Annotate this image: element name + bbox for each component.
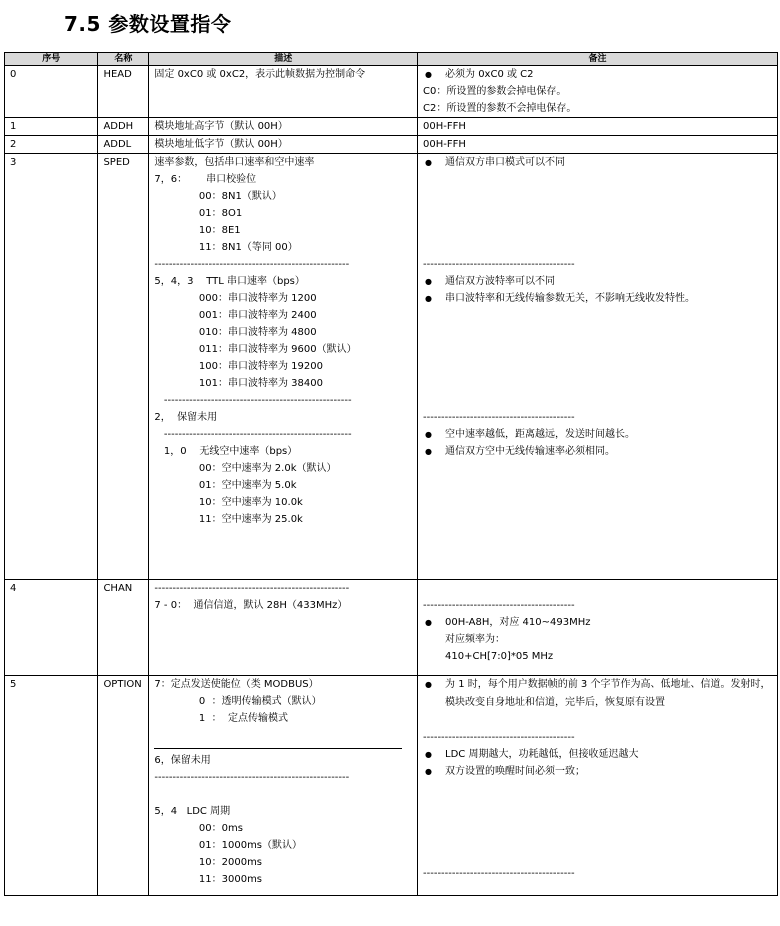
desc-line: 01：8O1 <box>154 208 243 219</box>
desc-line: 101：串口波特率为 38400 <box>154 378 323 389</box>
desc-line: 7，6： 串口校验位 <box>154 174 257 185</box>
cell-note <box>418 66 778 118</box>
desc-line: 010：串口波特率为 4800 <box>154 327 317 338</box>
section-title: 7.5 参数设置指令 <box>64 12 232 36</box>
table-row-addl <box>5 136 778 154</box>
desc-line: 00：0ms <box>154 823 243 834</box>
cell-name: SPED <box>98 154 149 580</box>
desc-line: 011：串口波特率为 9600（默认） <box>154 344 357 355</box>
desc-line: 10：8E1 <box>154 225 241 236</box>
cell-name: ADDL <box>98 136 149 154</box>
note-bullet: ● 串口波特率和无线传输参数无关，不影响无线收发特性。 <box>423 290 772 307</box>
cell-desc <box>149 676 418 896</box>
desc-line: 5，4 LDC 周期 <box>154 806 231 817</box>
dashed-separator: ------------------------------------------------------ <box>154 583 350 594</box>
note-line: C2：所设置的参数不会掉电保存。 <box>423 103 577 114</box>
cell-note <box>418 676 778 896</box>
cell-num: 1 <box>5 118 98 136</box>
note-line: C0：所设置的参数会掉电保存。 <box>423 86 567 97</box>
cell-name: OPTION <box>98 676 149 896</box>
note-bullet: ● 空中速率越低，距离越远，发送时间越长。 <box>423 426 772 443</box>
desc-line: 1，0 无线空中速率（bps） <box>154 446 298 457</box>
dashed-separator: ------------------------------------------ <box>423 868 575 879</box>
cell-desc: 模块地址高字节（默认 00H） <box>149 118 418 136</box>
note-bullet: ● 必须为 0xC0 或 C2 <box>423 66 772 83</box>
note-bullet: ● 00H-A8H，对应 410~493MHz <box>423 614 772 631</box>
cell-desc <box>149 580 418 676</box>
desc-line: 6，保留未用 <box>154 755 211 766</box>
cell-num: 3 <box>5 154 98 580</box>
cell-note <box>418 154 778 580</box>
header-desc: 描述 <box>149 53 418 66</box>
desc-line: 100：串口波特率为 19200 <box>154 361 323 372</box>
dashed-separator: ------------------------------------------ <box>423 732 575 743</box>
table-row-addh <box>5 118 778 136</box>
solid-separator <box>154 748 402 749</box>
desc-line: 0 ：透明传输模式（默认） <box>154 696 322 707</box>
cell-name: ADDH <box>98 118 149 136</box>
note-bullet: ● 通信双方波特率可以不同 <box>423 273 772 290</box>
desc-line: 11：3000ms <box>154 874 263 885</box>
cell-desc <box>149 66 418 118</box>
cell-num: 5 <box>5 676 98 896</box>
header-num: 序号 <box>5 53 98 66</box>
desc-line: 速率参数，包括串口速率和空中速率 <box>154 157 315 168</box>
cell-note <box>418 580 778 676</box>
dashed-separator: ------------------------------------------ <box>423 412 575 423</box>
header-note: 备注 <box>418 53 778 66</box>
table-row-sped <box>5 154 778 580</box>
table-row-head <box>5 66 778 118</box>
note-line: 对应频率为： <box>445 634 506 645</box>
parameter-table <box>4 52 778 896</box>
header-name: 名称 <box>98 53 149 66</box>
dashed-separator: ------------------------------------------ <box>423 600 575 611</box>
table-row-chan <box>5 580 778 676</box>
cell-num: 4 <box>5 580 98 676</box>
table-header-row <box>5 53 778 66</box>
table-row-option <box>5 676 778 896</box>
note-line: 410+CH[7:0]*05 MHz <box>445 651 554 662</box>
note-bullet: ● 通信双方串口模式可以不同 <box>423 154 772 171</box>
desc-line: 7 - 0： 通信信道，默认 28H（433MHz） <box>154 600 348 611</box>
desc-line: 01：1000ms（默认） <box>154 840 303 851</box>
cell-name: CHAN <box>98 580 149 676</box>
desc-line: 10：2000ms <box>154 857 263 868</box>
cell-desc: 模块地址低字节（默认 00H） <box>149 136 418 154</box>
desc-line: 7：定点发送使能位（类 MODBUS） <box>154 679 319 690</box>
cell-num: 2 <box>5 136 98 154</box>
note-bullet: ● 为 1 时，每个用户数据帧的前 3 个字节作为高、低地址、信道。发射时，模块改变自身地址和信道，完毕后，恢复原有设置 <box>423 676 772 712</box>
cell-name: HEAD <box>98 66 149 118</box>
note-bullet: ● 通信双方空中无线传输速率必须相同。 <box>423 443 772 460</box>
desc-line: 10：空中速率为 10.0k <box>154 497 303 508</box>
desc-line: 固定 0xC0 或 0xC2，表示此帧数据为控制命令 <box>154 69 366 80</box>
desc-line: 11：空中速率为 25.0k <box>154 514 303 525</box>
desc-line: 00：8N1（默认） <box>154 191 282 202</box>
cell-note: 00H-FFH <box>418 118 778 136</box>
desc-line: 11：8N1（等同 00） <box>154 242 298 253</box>
desc-line: 000：串口波特率为 1200 <box>154 293 317 304</box>
dashed-separator: ------------------------------------------------------ <box>154 772 350 783</box>
dashed-separator: ---------------------------------------------------- <box>154 395 352 406</box>
cell-desc <box>149 154 418 580</box>
dashed-separator: ---------------------------------------------------- <box>154 429 352 440</box>
note-bullet: ● LDC 周期越大，功耗越低，但接收延迟越大 <box>423 746 772 763</box>
note-bullet: ● 双方设置的唤醒时间必须一致； <box>423 763 772 780</box>
dashed-separator: ------------------------------------------------------ <box>154 259 350 270</box>
desc-line: 00：空中速率为 2.0k（默认） <box>154 463 337 474</box>
desc-line: 1 ： 定点传输模式 <box>154 713 288 724</box>
dashed-separator: ------------------------------------------ <box>423 259 575 270</box>
desc-line: 01：空中速率为 5.0k <box>154 480 297 491</box>
desc-line: 2， 保留未用 <box>154 412 218 423</box>
desc-line: 001：串口波特率为 2400 <box>154 310 317 321</box>
desc-line: 5，4，3 TTL 串口速率（bps） <box>154 276 305 287</box>
cell-note: 00H-FFH <box>418 136 778 154</box>
cell-num: 0 <box>5 66 98 118</box>
